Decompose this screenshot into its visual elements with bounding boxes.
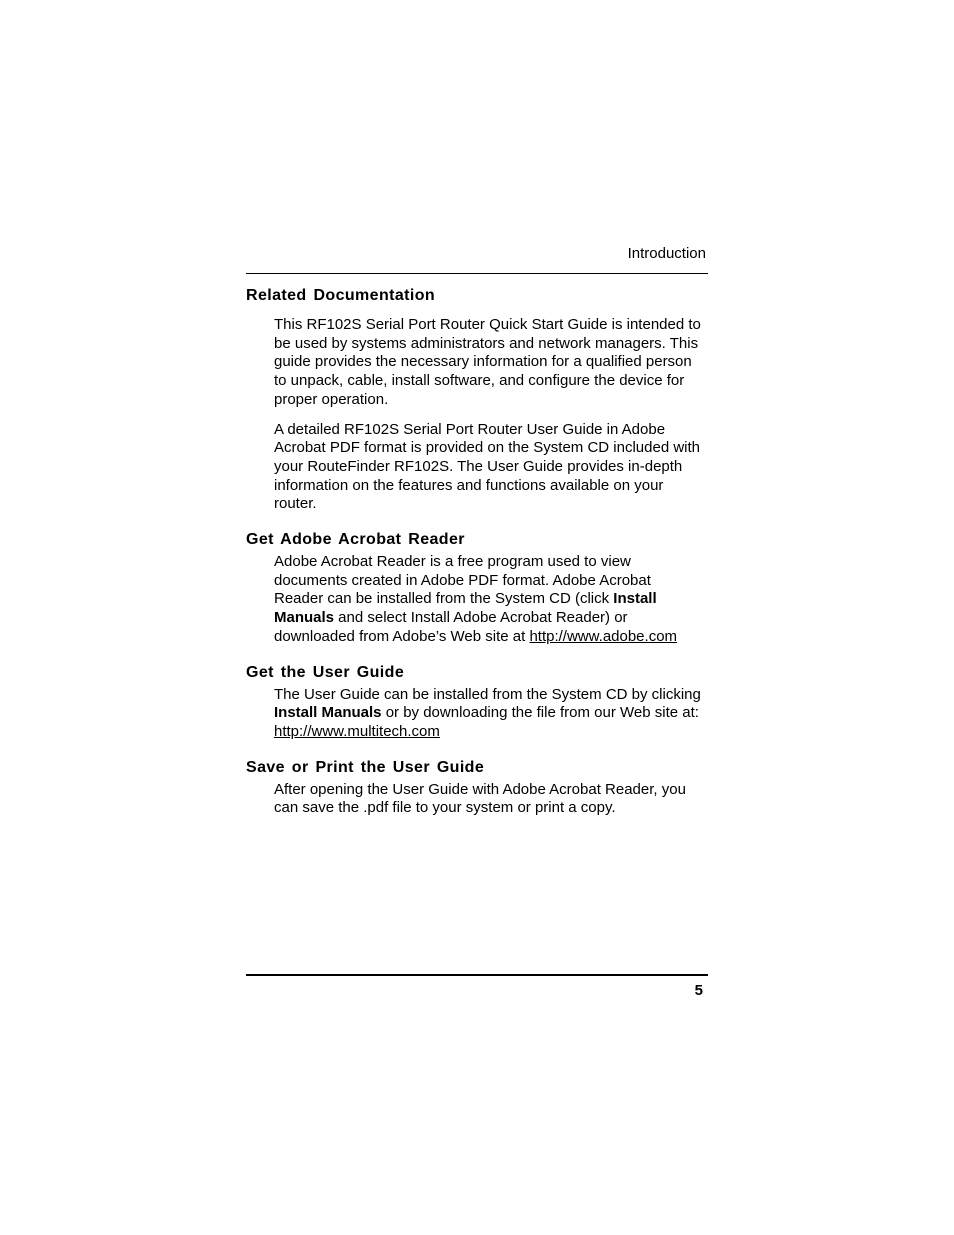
adobe-reader-paragraph	[246, 553, 704, 647]
user-guide-text-2: or by downloading the file from our Web site at:	[381, 704, 699, 722]
heading-related-documentation: Related Documentation	[246, 287, 436, 304]
user-guide-paragraph	[246, 686, 704, 742]
install-manuals-label: Install Manuals	[274, 590, 657, 627]
running-header: Introduction	[627, 245, 706, 262]
header-rule	[246, 273, 708, 274]
page-number: 5	[694, 982, 703, 999]
install-manuals-label: Install Manuals	[274, 704, 382, 722]
heading-get-adobe-acrobat-reader: Get Adobe Acrobat Reader	[246, 531, 465, 549]
document-page	[246, 0, 708, 1235]
footer-rule	[246, 974, 708, 976]
related-documentation-paragraph-2: A detailed RF102S Serial Port Router User Guide in Adobe Acrobat PDF format is provided on the System CD included with your RouteFinder RF102S. The User Guide provides in-depth information on the features and functions available on your router.	[274, 420, 701, 513]
adobe-website-link[interactable]: http://www.adobe.com	[529, 627, 678, 645]
related-documentation-paragraph-1: This RF102S Serial Port Router Quick Start Guide is intended to be used by systems administrators and network managers. This guide provides the necessary information for a qualified person to unpack, cable, install software, and configure the device for proper operation.	[274, 316, 701, 408]
heading-get-the-user-guide: Get the User Guide	[246, 663, 405, 681]
user-guide-text-1: The User Guide can be installed from the System CD by clicking	[274, 685, 701, 703]
multitech-website-link[interactable]: http://www.multitech.com	[274, 722, 440, 740]
adobe-reader-text-2: and select Install Adobe Acrobat Reader) or downloaded from Adobe’s Web site at	[274, 609, 628, 645]
page-content	[246, 286, 708, 818]
save-print-paragraph: After opening the User Guide with Adobe Acrobat Reader, you can save the .pdf file to your system or print a copy.	[274, 780, 686, 817]
adobe-reader-text-1: Adobe Acrobat Reader is a free program used to view documents created in Adobe PDF format. Adobe Acrobat Reader can be installed from the System CD (click	[274, 553, 651, 608]
heading-save-or-print-user-guide: Save or Print the User Guide	[246, 758, 485, 776]
